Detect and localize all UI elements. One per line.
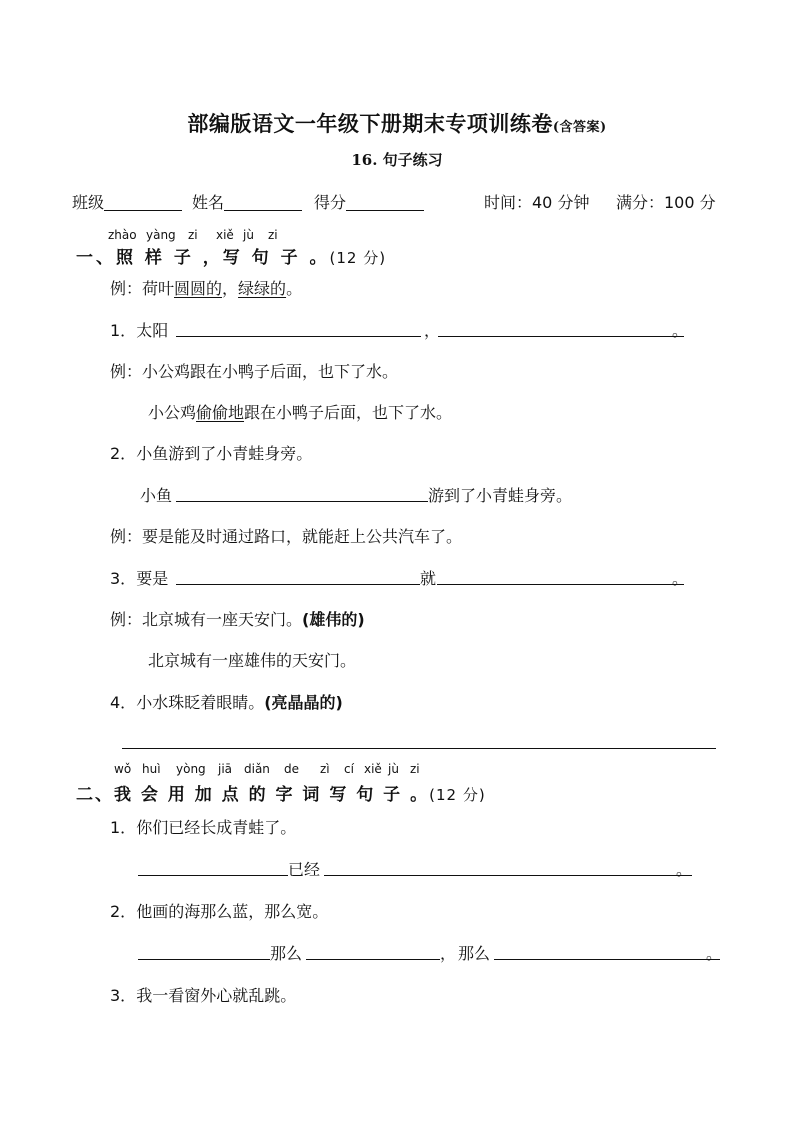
class-blank[interactable] <box>104 194 182 211</box>
section-points: (12 分) <box>429 786 486 804</box>
question-number: 1． <box>110 321 137 340</box>
example-2-answer <box>148 400 452 423</box>
s1-question-1 <box>110 318 168 341</box>
pinyin-syllable: jù <box>388 762 399 776</box>
answer-blank[interactable] <box>138 875 288 876</box>
example-3: 例：要是能及时通过路口，就能赶上公共汽车了。 <box>110 527 463 546</box>
punct: ， <box>424 321 441 340</box>
question-text: 你们已经长成青蛙了。 <box>136 818 297 837</box>
example-text: 例：北京城有一座天安门。 <box>110 610 303 629</box>
full-score: 满分：100 分 <box>616 193 716 212</box>
question-number: 1． <box>110 818 137 837</box>
key-word: 那么 <box>458 944 491 963</box>
answer-blank[interactable] <box>176 584 420 585</box>
punct: 。 <box>676 860 693 879</box>
answer-blank[interactable] <box>306 959 440 960</box>
s1-question-4 <box>110 690 343 713</box>
punct: 。 <box>672 569 689 588</box>
punct: 。 <box>672 321 689 340</box>
answer-blank[interactable] <box>324 875 692 876</box>
pinyin-syllable: cí <box>344 762 354 776</box>
score-blank[interactable] <box>346 194 424 211</box>
pinyin-syllable: zi <box>188 228 198 242</box>
pinyin-syllable: diǎn <box>244 762 270 776</box>
title-main: 部编版语文一年级下册期末专项训练卷 <box>187 111 553 136</box>
s1-question-3 <box>110 566 168 589</box>
pinyin-syllable: jiā <box>218 762 233 776</box>
connector-word: 就 <box>420 569 437 588</box>
title-suffix: (含答案) <box>552 120 607 135</box>
score-field <box>314 190 424 213</box>
page-subtitle: 16. 句子练习 <box>351 151 443 169</box>
s2-question-3 <box>110 983 296 1006</box>
answer-blank[interactable] <box>437 584 684 585</box>
answer-suffix: 游到了小青蛙身旁。 <box>428 486 573 505</box>
section-number: 一、 <box>76 248 116 268</box>
answer-blank[interactable] <box>438 336 684 337</box>
pinyin-syllable: xiě <box>216 228 234 242</box>
question-text: 他画的海那么蓝，那么宽。 <box>136 902 329 921</box>
question-number: 3． <box>110 986 137 1005</box>
name-field <box>192 190 302 213</box>
example-text: 跟在小鸭子后面，也下了水。 <box>244 403 453 422</box>
answer-blank[interactable] <box>176 336 421 337</box>
answer-prefix: 小鱼 <box>140 486 173 505</box>
answer-blank[interactable] <box>138 959 270 960</box>
question-text: 太阳 <box>136 321 169 340</box>
key-word: 那么 <box>270 944 303 963</box>
pinyin-syllable: jù <box>243 228 254 242</box>
underlined-word: 绿绿的 <box>238 279 287 298</box>
class-label: 班级 <box>72 193 105 212</box>
pinyin-syllable: yàng <box>146 228 176 242</box>
pinyin-syllable: xiě <box>364 762 382 776</box>
answer-blank[interactable] <box>494 959 720 960</box>
punct: ， <box>440 944 457 963</box>
punct: 。 <box>286 279 303 298</box>
question-number: 2． <box>110 902 137 921</box>
section-points: (12 分) <box>329 249 387 267</box>
pinyin-syllable: de <box>284 762 299 776</box>
pinyin-syllable: zhào <box>108 228 137 242</box>
pinyin-syllable: zì <box>320 762 330 776</box>
question-number: 3． <box>110 569 137 588</box>
answer-line[interactable] <box>122 748 716 749</box>
section-title: 我 会 用 加 点 的 字 词 写 句 子 。 <box>114 785 430 805</box>
s2-question-1 <box>110 815 296 838</box>
hint-word: (亮晶晶的) <box>264 693 343 712</box>
example-4 <box>110 607 365 630</box>
example-1 <box>110 276 302 299</box>
score-label: 得分 <box>314 193 347 212</box>
example-text: 例：荷叶 <box>110 279 175 298</box>
question-text: 要是 <box>136 569 169 588</box>
key-word: 已经 <box>288 860 321 879</box>
question-number: 4． <box>110 693 137 712</box>
example-2: 例：小公鸡跟在小鸭子后面，也下了水。 <box>110 362 399 381</box>
class-field <box>72 190 182 213</box>
pinyin-syllable: zi <box>268 228 278 242</box>
punct: 。 <box>706 944 723 963</box>
s2-question-2 <box>110 899 328 922</box>
page-title <box>0 108 794 138</box>
answer-blank[interactable] <box>176 501 428 502</box>
section-2-heading <box>76 780 486 805</box>
underlined-word: 偷偷地 <box>196 403 245 422</box>
question-text: 小鱼游到了小青蛙身旁。 <box>136 444 313 463</box>
pinyin-syllable: huì <box>142 762 161 776</box>
pinyin-syllable: zi <box>410 762 420 776</box>
section-number: 二、 <box>76 785 114 805</box>
time-limit: 时间：40 分钟 <box>484 193 590 212</box>
underlined-word: 圆圆的 <box>174 279 223 298</box>
question-text: 我一看窗外心就乱跳。 <box>136 986 297 1005</box>
name-blank[interactable] <box>224 194 302 211</box>
example-4-answer: 北京城有一座雄伟的天安门。 <box>148 651 357 670</box>
punct: ， <box>222 279 239 298</box>
hint-word: (雄伟的) <box>302 610 365 629</box>
question-text: 小水珠眨着眼睛。 <box>136 693 265 712</box>
question-number: 2． <box>110 444 137 463</box>
pinyin-syllable: yòng <box>176 762 206 776</box>
s1-question-2 <box>110 441 312 464</box>
section-1-heading <box>76 243 386 268</box>
name-label: 姓名 <box>192 193 225 212</box>
example-text: 小公鸡 <box>148 403 197 422</box>
pinyin-syllable: wǒ <box>114 762 132 776</box>
section-title: 照 样 子 ，写 句 子 。 <box>116 248 330 268</box>
